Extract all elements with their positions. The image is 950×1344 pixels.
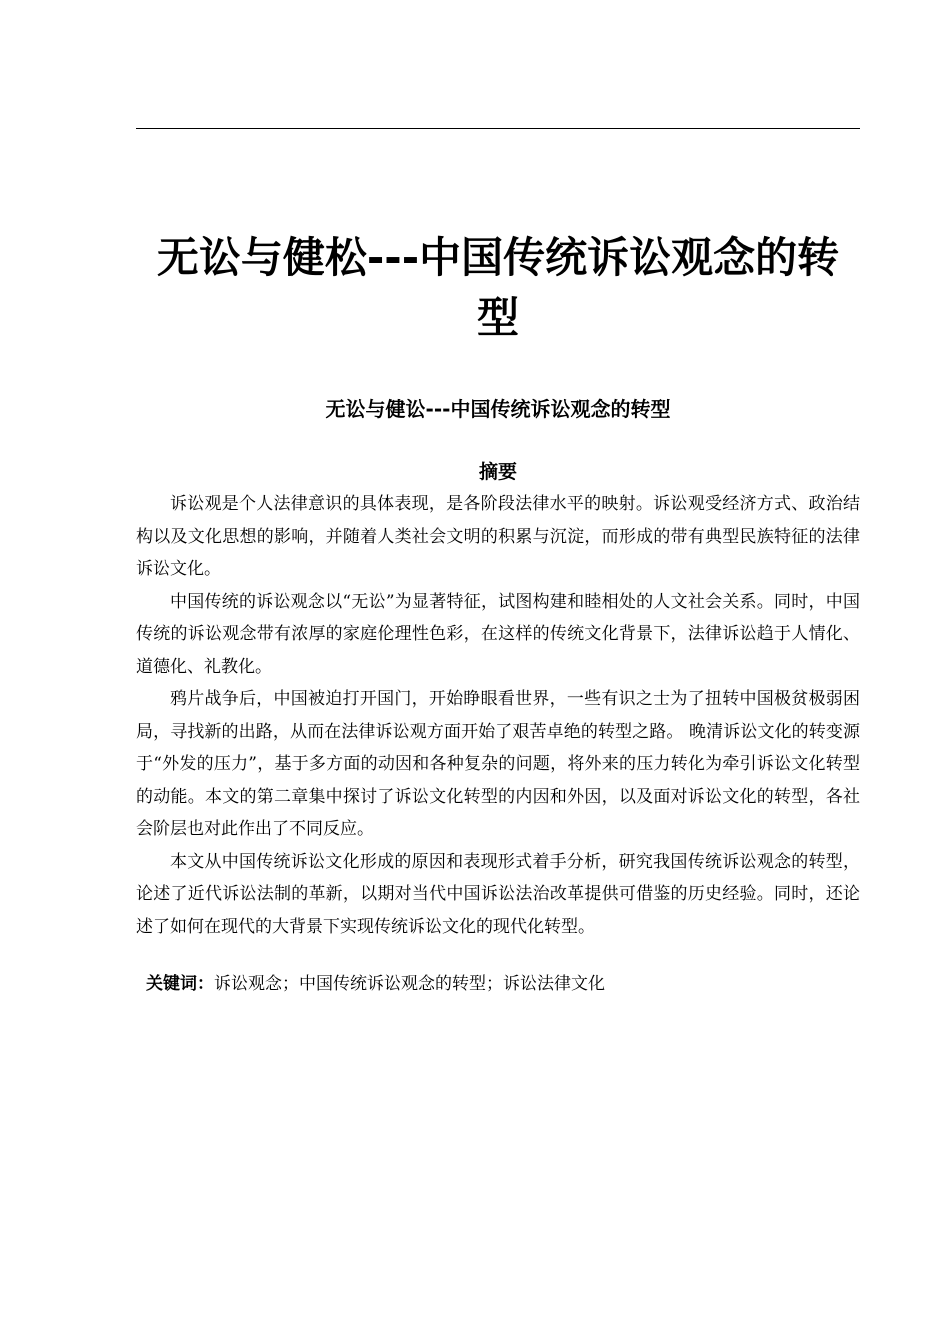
- abstract-paragraph: 鸦片战争后，中国被迫打开国门，开始睁眼看世界，一些有识之士为了扭转中国极贫极弱困局，寻找新的出路，从而在法律诉讼观方面开始了艰苦卓绝的转型之路。 晚清诉讼文化的转变源于“外发的压力”，基于多方面的动因和各种复杂的问题，将外来的压力转化为牵引诉讼文化转型的动能。本文的第二章集中探讨了诉讼文化转型的内因和外因，以及面对诉讼文化的转型，各社会阶层也对此作出了不同反应。: [136, 689, 860, 839]
- abstract-body: [136, 488, 860, 943]
- abstract-heading: 摘要: [478, 461, 517, 483]
- document-subtitle: 无讼与健讼---中国传统诉讼观念的转型: [325, 397, 671, 421]
- document-title: 无讼与健松---中国传统诉讼观念的转型: [156, 233, 840, 342]
- keywords-label: 关键词：: [146, 974, 214, 994]
- header-rule: [136, 128, 860, 129]
- abstract-paragraph: 中国传统的诉讼观念以“无讼”为显著特征，试图构建和睦相处的人文社会关系。同时，中国传统的诉讼观念带有浓厚的家庭伦理性色彩，在这样的传统文化背景下，法律诉讼趋于人情化、道德化、礼教化。: [136, 591, 860, 677]
- abstract-paragraph: 本文从中国传统诉讼文化形成的原因和表现形式着手分析，研究我国传统诉讼观念的转型，论述了近代诉讼法制的革新，以期对当代中国诉讼法治改革提供可借鉴的历史经验。同时，还论述了如何在现代的大背景下实现传统诉讼文化的现代化转型。: [136, 851, 860, 937]
- abstract-paragraph: 诉讼观是个人法律意识的具体表现，是各阶段法律水平的映射。诉讼观受经济方式、政治结构以及文化思想的影响，并随着人类社会文明的积累与沉淀，而形成的带有典型民族特征的法律诉讼文化。: [136, 494, 860, 579]
- keywords-text: 诉讼观念；中国传统诉讼观念的转型；诉讼法律文化: [214, 974, 605, 994]
- keywords-line: [146, 968, 860, 1000]
